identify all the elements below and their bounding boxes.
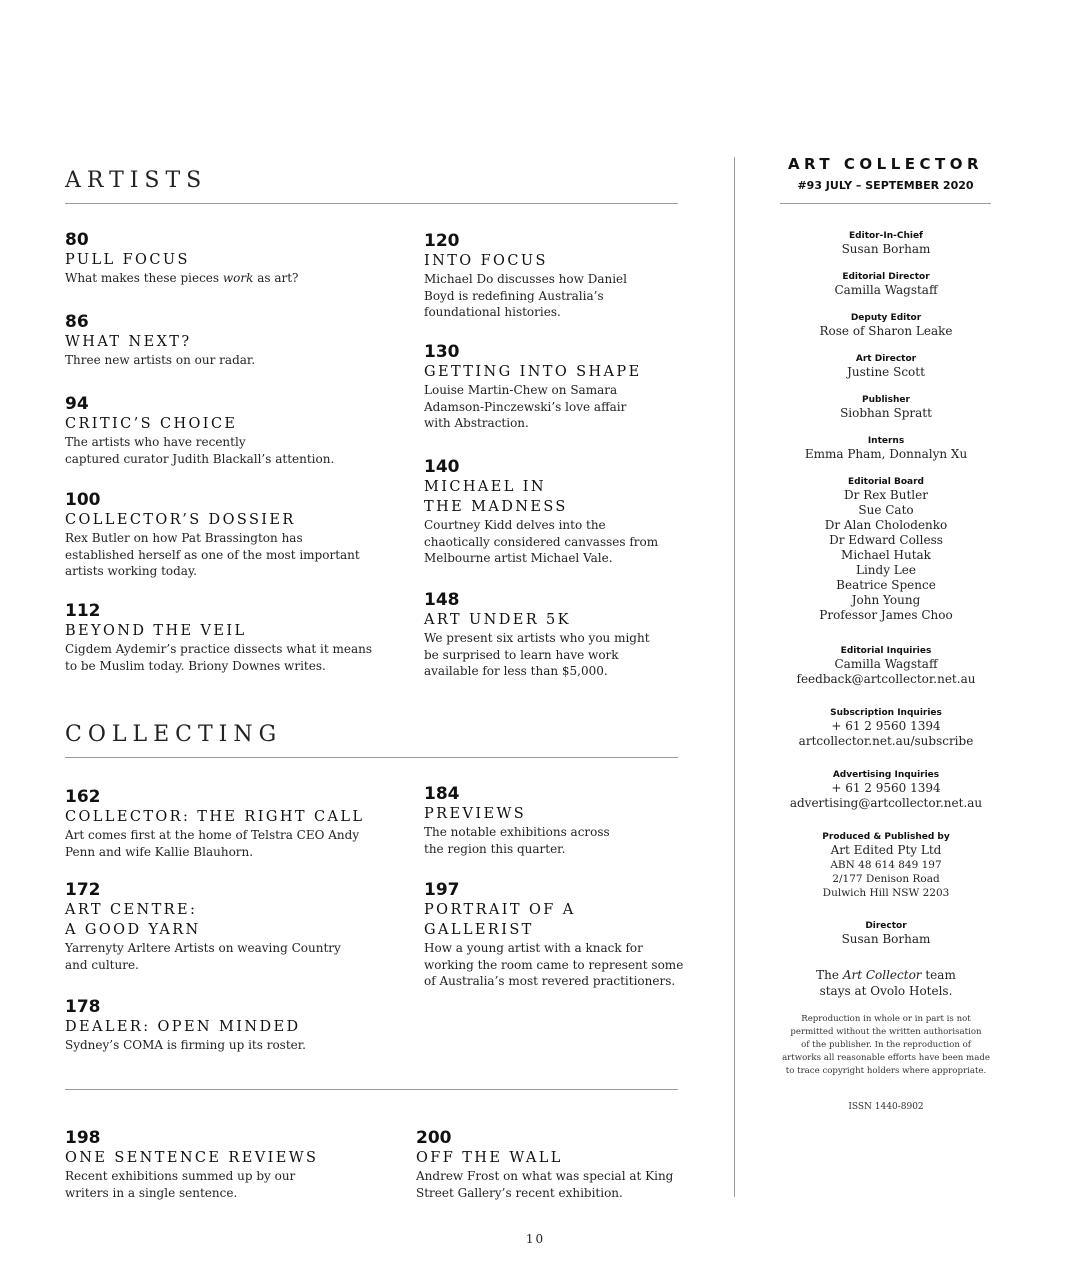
page-number: 197 (424, 880, 460, 900)
section-divider (65, 757, 678, 758)
entry-title: DEALER: OPEN MINDED (65, 1019, 301, 1035)
toc-entry-80[interactable] (65, 230, 365, 287)
entry-description: Courtney Kidd delves into the chaotically considered canvasses from Melbourne artist Michael Vale. (424, 518, 659, 565)
page-number: 184 (424, 784, 460, 804)
entry-title: ART CENTRE: A GOOD YARN (65, 902, 201, 938)
page-number: 94 (65, 394, 89, 414)
entry-description: How a young artist with a knack for working the room came to represent some of Australia’s most revered practitioners. (424, 941, 684, 988)
credit-editor-in-chief: Editor-In-Chief Susan Borham (841, 231, 931, 256)
folio-page-number: 10 (525, 1232, 546, 1246)
entry-title: COLLECTOR’S DOSSIER (65, 512, 296, 528)
entry-description: Rex Butler on how Pat Brassington has established herself as one of the most important artists working today. (65, 531, 360, 578)
credit-subscription-inquiries: Subscription Inquiries + 61 2 9560 1394 artcollector.net.au/subscribe (770, 707, 1002, 749)
credit-interns: Interns Emma Pham, Donnalyn Xu (804, 436, 968, 461)
masthead-divider (780, 203, 991, 204)
page-number: 100 (65, 490, 101, 510)
page-number: 120 (424, 231, 460, 251)
issue-label: #93 JULY – SEPTEMBER 2020 (797, 179, 974, 192)
page-number: 148 (424, 590, 460, 610)
toc-entry-162[interactable] (65, 787, 405, 860)
credits-list (770, 230, 1002, 1112)
page-number: 178 (65, 997, 101, 1017)
page-number: 162 (65, 787, 101, 807)
credit-editorial-board: Editorial Board Dr Rex Butler Sue Cato Dr Alan Cholodenko Dr Edward Colless Michael Hutak Lindy Lee Beatrice Spence John Young Professor James Choo (819, 477, 953, 622)
credit-editorial-inquiries: Editorial Inquiries Camilla Wagstaff feedback@artcollector.net.au (770, 645, 1002, 687)
credit-deputy-editor: Deputy Editor Rose of Sharon Leake (819, 313, 953, 338)
credit-editorial-director: Editorial Director Camilla Wagstaff (834, 272, 938, 297)
entry-description: Recent exhibitions summed up by our writers in a single sentence. (65, 1169, 296, 1200)
page-number: 80 (65, 230, 89, 250)
entry-description: Michael Do discusses how Daniel Boyd is redefining Australia’s foundational histories. (424, 272, 627, 319)
entry-description: Cigdem Aydemir’s practice dissects what it means to be Muslim today. Briony Downes writes. (65, 642, 372, 673)
masthead (780, 155, 991, 192)
toc-entry-184[interactable] (424, 784, 724, 857)
page-number: 140 (424, 457, 460, 477)
page-number: 86 (65, 312, 89, 332)
toc-entry-100[interactable] (65, 490, 405, 580)
section-title-artists: ARTISTS (65, 168, 208, 193)
page-number: 130 (424, 342, 460, 362)
toc-entry-86[interactable] (65, 312, 365, 369)
email-link[interactable]: feedback@artcollector.net.au (796, 672, 976, 686)
entry-description: We present six artists who you might be surprised to learn have work available for less than $5,000. (424, 631, 650, 678)
entry-description: Art comes first at the home of Telstra CEO Andy Penn and wife Kallie Blauhorn. (65, 828, 360, 859)
page-number: 200 (416, 1128, 452, 1148)
credit-art-director: Art Director Justine Scott (847, 354, 925, 379)
section-divider (65, 203, 678, 204)
toc-entry-148[interactable] (424, 590, 724, 680)
email-link[interactable]: advertising@artcollector.net.au (789, 796, 983, 810)
toc-entry-112[interactable] (65, 601, 405, 674)
entry-title: MICHAEL IN THE MADNESS (424, 479, 568, 515)
entry-description: Yarrenyty Arltere Artists on weaving Country and culture. (65, 941, 341, 972)
toc-entry-197[interactable] (424, 880, 724, 990)
page-number: 112 (65, 601, 101, 621)
toc-entry-198[interactable] (65, 1128, 385, 1201)
entry-description: The artists who have recently captured curator Judith Blackall’s attention. (65, 435, 335, 466)
entry-title: CRITIC’S CHOICE (65, 416, 238, 432)
issn-label: ISSN 1440-8902 (848, 1102, 924, 1112)
page-number: 198 (65, 1128, 101, 1148)
toc-entry-130[interactable] (424, 342, 724, 432)
section-divider (65, 1089, 678, 1090)
toc-entry-120[interactable] (424, 231, 724, 321)
toc-entry-172[interactable] (65, 880, 405, 973)
credit-advertising-inquiries: Advertising Inquiries + 61 2 9560 1394 advertising@artcollector.net.au (770, 769, 1002, 811)
entry-description: Andrew Frost on what was special at King Street Gallery’s recent exhibition. (416, 1169, 674, 1200)
toc-entry-140[interactable] (424, 457, 724, 567)
entry-title: INTO FOCUS (424, 253, 548, 269)
entry-title: PORTRAIT OF A GALLERIST (424, 902, 576, 938)
toc-entry-178[interactable] (65, 997, 405, 1054)
credit-produced-by: Produced & Published by Art Edited Pty Ltd ABN 48 614 849 197 2/177 Denison Road Dulwich Hill NSW 2203 (822, 832, 950, 899)
magazine-title: ART COLLECTOR (787, 155, 984, 173)
entry-title: ONE SENTENCE REVIEWS (65, 1150, 319, 1166)
entry-title: BEYOND THE VEIL (65, 623, 247, 639)
credit-publisher: Publisher Siobhan Spratt (840, 395, 932, 420)
entry-title: PULL FOCUS (65, 252, 190, 268)
entry-title: PREVIEWS (424, 806, 527, 822)
entry-description: Three new artists on our radar. (65, 353, 256, 367)
entry-description: Louise Martin-Chew on Samara Adamson-Pinczewski’s love affair with Abstraction. (424, 383, 627, 430)
entry-description: What makes these pieces work as art? (65, 271, 299, 285)
toc-entry-200[interactable] (416, 1128, 716, 1201)
subscribe-link[interactable]: artcollector.net.au/subscribe (798, 734, 974, 748)
section-title-collecting: COLLECTING (65, 722, 283, 747)
credit-director: Director Susan Borham (841, 921, 931, 946)
entry-description: The notable exhibitions across the region this quarter. (424, 825, 610, 856)
entry-title: COLLECTOR: THE RIGHT CALL (65, 809, 365, 825)
entry-title: GETTING INTO SHAPE (424, 364, 642, 380)
hotel-note: The Art Collector team stays at Ovolo Hotels. (816, 968, 956, 998)
column-divider (734, 157, 735, 1197)
entry-description: Sydney’s COMA is firming up its roster. (65, 1038, 306, 1052)
entry-title: OFF THE WALL (416, 1150, 563, 1166)
entry-title: WHAT NEXT? (65, 334, 192, 350)
toc-entry-94[interactable] (65, 394, 405, 467)
page-number: 172 (65, 880, 101, 900)
entry-title: ART UNDER 5K (424, 612, 571, 628)
copyright-notice: Reproduction in whole or in part is not permitted without the written authorisation of the publisher. In the reproduction of artworks all reasonable efforts have been made to trace copyright holders where appropriate. (782, 1014, 990, 1076)
